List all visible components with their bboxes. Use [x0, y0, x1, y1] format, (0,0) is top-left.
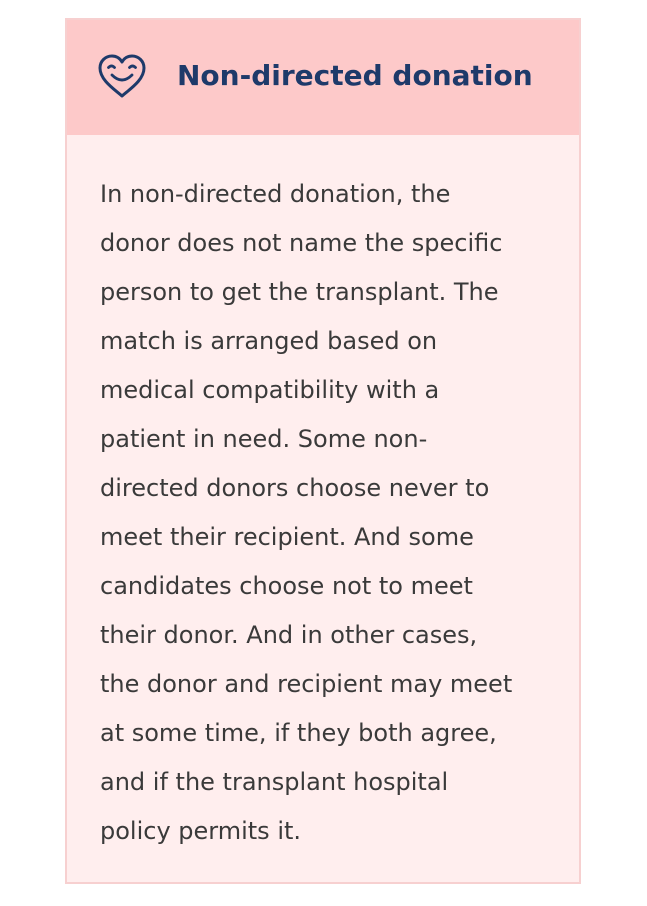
body-line: person to get the transplant. The — [100, 278, 499, 306]
body-line: meet their recipient. And some — [100, 523, 474, 551]
body-line: match is arranged based on — [100, 327, 438, 355]
body-line: patient in need. Some non- — [100, 425, 428, 453]
info-card — [65, 18, 581, 884]
body-line: and if the transplant hospital — [100, 768, 449, 796]
body-line: medical compatibility with a — [100, 376, 440, 404]
heart-smile-icon — [96, 53, 148, 101]
card-header — [67, 20, 579, 135]
body-line: at some time, if they both agree, — [100, 719, 497, 747]
body-line: their donor. And in other cases, — [100, 621, 478, 649]
body-line: directed donors choose never to — [100, 474, 490, 502]
card-body-text — [100, 170, 560, 856]
body-line: candidates choose not to meet — [100, 572, 473, 600]
body-line: policy permits it. — [100, 817, 302, 845]
body-line: the donor and recipient may meet — [100, 670, 513, 698]
body-line: donor does not name the specific — [100, 229, 503, 257]
body-line: In non-directed donation, the — [100, 180, 451, 208]
card-title: Non-directed donation — [177, 59, 533, 92]
